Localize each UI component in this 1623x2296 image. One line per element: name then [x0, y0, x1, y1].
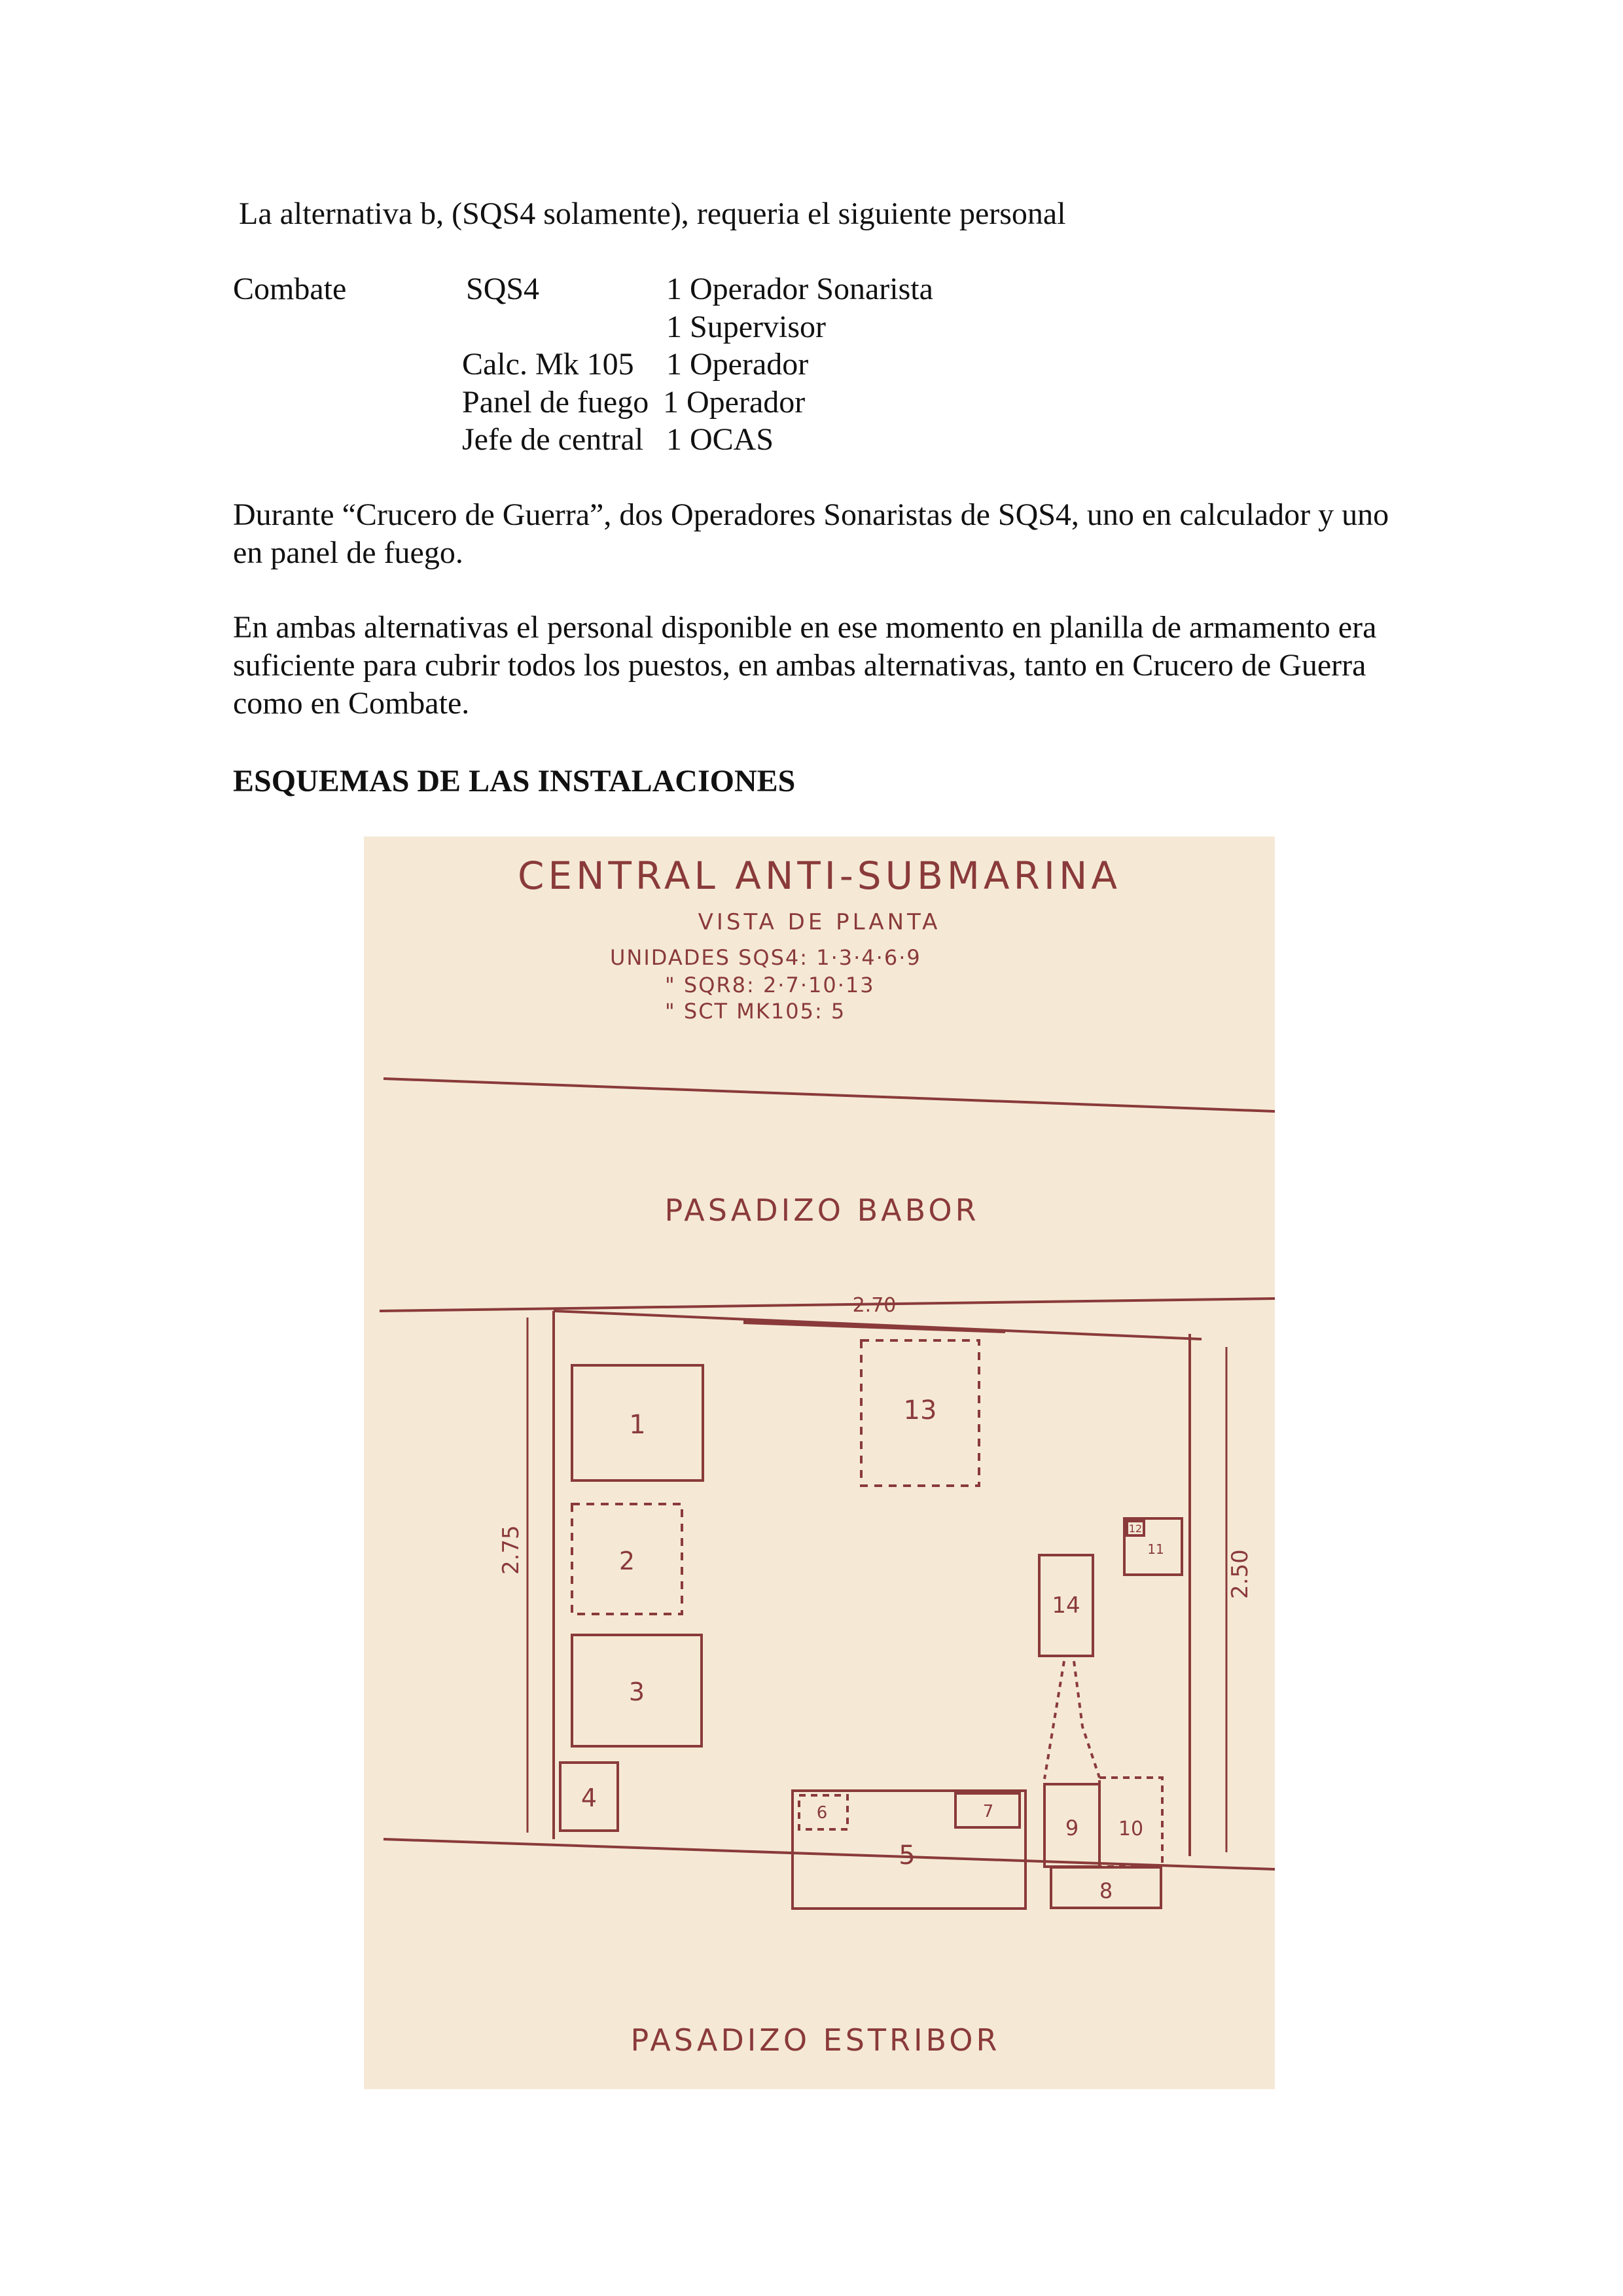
unit-10-label: 10 — [1118, 1818, 1144, 1840]
paragraph-alternativas: En ambas alternativas el personal disponible en ese momento en planilla de armamento era suficiente para cubrir todos los puestos, en ambas alternativas, tanto en Crucero de Guerra como en Combate. — [233, 610, 1377, 721]
table-equipo-4: Panel de fuego — [462, 385, 649, 420]
corridor-top-label: PASADIZO BABOR — [664, 1193, 980, 1228]
dim-left-label: 2.75 — [498, 1525, 524, 1575]
unit-14-label: 14 — [1052, 1592, 1080, 1619]
drawing-legend-3: " SCT MK105: 5 — [665, 999, 846, 1024]
corridor-bottom-label: PASADIZO ESTRIBOR — [630, 2022, 1001, 2058]
drawing-legend-1: UNIDADES SQS4: 1·3·4·6·9 — [610, 945, 921, 970]
section-heading: ESQUEMAS DE LAS INSTALACIONES — [233, 764, 796, 798]
unit-11-label: 11 — [1147, 1541, 1164, 1557]
unit-7-label: 7 — [982, 1802, 994, 1821]
unit-2-label: 2 — [618, 1547, 635, 1575]
table-personal-3: 1 Operador — [666, 347, 809, 382]
intro-line: La alternativa b, (SQS4 solamente), requeria el siguiente personal — [239, 196, 1066, 231]
unit-8-label: 8 — [1099, 1878, 1113, 1903]
table-section-label: Combate — [233, 272, 347, 306]
table-personal-2: 1 Supervisor — [666, 310, 826, 344]
drawing-paper — [364, 836, 1275, 2089]
dim-right-label: 2.50 — [1227, 1549, 1253, 1599]
unit-6-label: 6 — [816, 1803, 828, 1823]
floor-plan-drawing — [364, 836, 1275, 2089]
unit-1-label: 1 — [629, 1410, 646, 1440]
table-equipo-1: SQS4 — [466, 272, 540, 306]
table-equipo-3: Calc. Mk 105 — [462, 347, 634, 382]
unit-5-label: 5 — [899, 1840, 916, 1871]
unit-3-label: 3 — [628, 1677, 645, 1706]
drawing-legend-2: " SQR8: 2·7·10·13 — [665, 973, 875, 997]
drawing-title: CENTRAL ANTI-SUBMARINA — [517, 853, 1122, 898]
dim-top-label: 2.70 — [852, 1294, 897, 1317]
paragraph-crucero: Durante “Crucero de Guerra”, dos Operadores Sonaristas de SQS4, uno en calculador y uno en panel de fuego. — [233, 497, 1389, 570]
unit-4-label: 4 — [580, 1784, 597, 1812]
table-personal-1: 1 Operador Sonarista — [666, 272, 933, 306]
drawing-subtitle: VISTA DE PLANTA — [698, 909, 941, 935]
table-personal-5: 1 OCAS — [666, 422, 774, 457]
unit-9-label: 9 — [1065, 1816, 1079, 1840]
table-equipo-5: Jefe de central — [462, 422, 644, 457]
table-personal-4: 1 Operador — [663, 385, 806, 420]
unit-13-label: 13 — [903, 1395, 937, 1426]
unit-12-label: 12 — [1128, 1522, 1143, 1535]
